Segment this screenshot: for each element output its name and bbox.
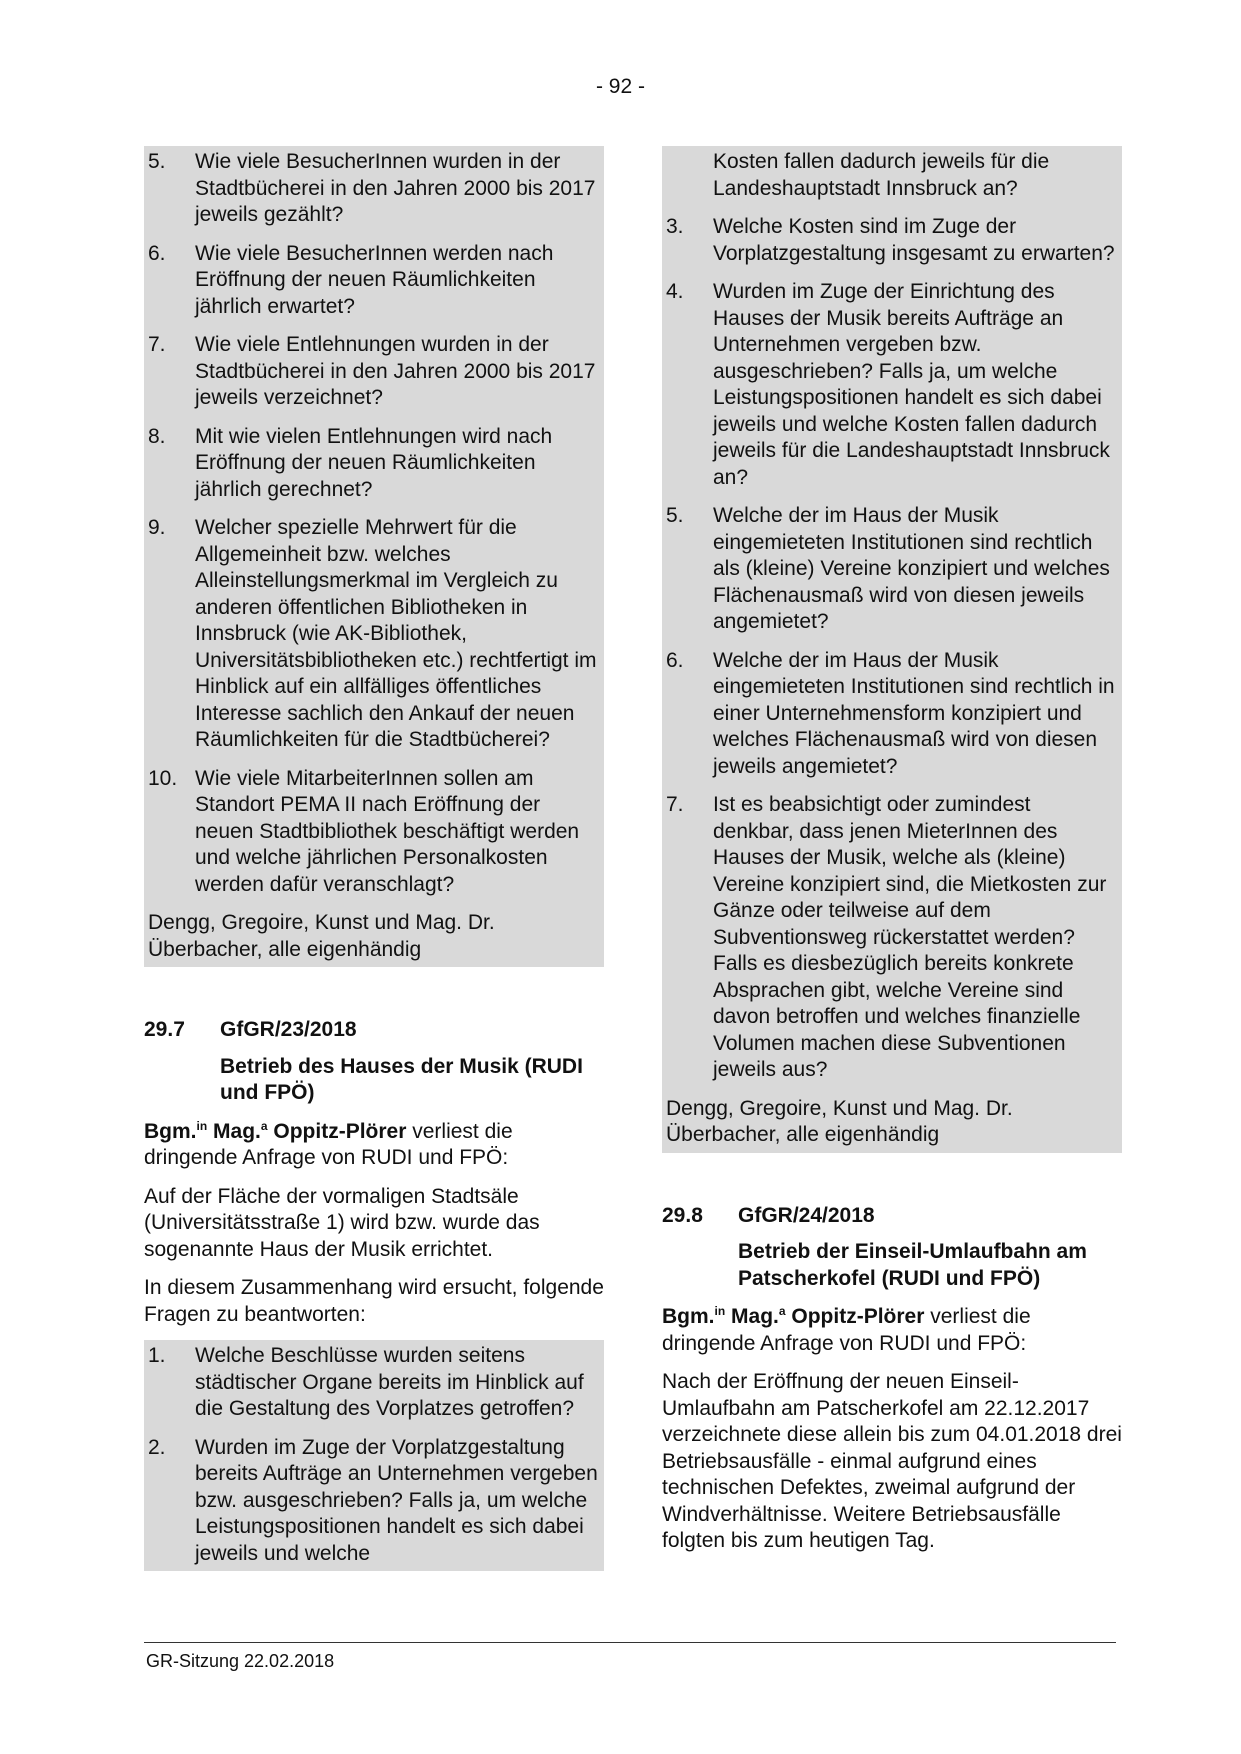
item-text: Wie viele BesucherInnen werden nach Eröffnung der neuen Räumlichkeiten jährlich erwartet? [195, 241, 554, 318]
left-column [144, 146, 604, 1571]
speaker-line [662, 1304, 1122, 1357]
question-list [148, 149, 598, 898]
question-list [666, 214, 1116, 1084]
right-column [662, 146, 1122, 1555]
item-text: Wie viele Entlehnungen wurden in der Stadtbücherei in den Jahren 2000 bis 2017 jeweils verzeichnet? [195, 333, 596, 409]
list-item [148, 1343, 598, 1423]
item-number: 5. [148, 150, 166, 173]
question-box-right [662, 146, 1122, 1153]
question-list [148, 1343, 598, 1567]
item-text: Wurden im Zuge der Einrichtung des Hauses der Musik bereits Aufträge an Unternehmen vergeben bzw. ausgeschrieben? Falls ja, um welche Leistungspositionen handelt es sich dabei jeweils und welche Kosten fallen dadurch jeweils für die Landeshauptstadt Innsbruck an? [713, 280, 1110, 489]
speaker-rest: verliest die dringende Anfrage von RUDI und FPÖ: [662, 1305, 1031, 1355]
paragraph: Nach der Eröffnung der neuen Einseil-Umlaufbahn am Patscherkofel am 22.12.2017 verzeichnete diese allein bis zum 04.01.2018 drei Betriebsausfälle - einmal aufgrund eines technischen Defektes, zweimal aufgrund der Windverhältnisse. Weitere Betriebsausfälle folgten bis zum heutigen Tag. [662, 1370, 1122, 1552]
section-heading [662, 1203, 1122, 1230]
item-number: 8. [148, 424, 166, 448]
speaker-sup: a [778, 1304, 786, 1318]
list-item [148, 241, 598, 321]
section-heading [144, 1017, 604, 1044]
speaker-prefix: Bgm. [662, 1305, 715, 1328]
speaker-title: Mag. [731, 1305, 779, 1328]
section-title: Betrieb der Einseil-Umlaufbahn am Patscherkofel (RUDI und FPÖ) [738, 1240, 1087, 1290]
speaker-sup: in [196, 1118, 208, 1133]
item-number: 9. [148, 516, 166, 539]
item-text: Wurden im Zuge der Vorplatzgestaltung bereits Aufträge an Unternehmen vergeben bzw. ausgeschrieben? Falls ja, um welche Leistungspositionen handelt es sich dabei jeweils und welche [195, 1435, 598, 1565]
list-item [666, 503, 1116, 636]
item-number: 6. [666, 648, 684, 672]
list-item [148, 149, 598, 229]
item-text: Ist es beabsichtigt oder zumindest denkbar, dass jenen MieterInnen des Hauses der Musik, welche als (kleine) Vereine konzipiert sind, die Mietkosten zur Gänze oder teilweise auf dem Subventionsweg rückerstattet werden? Falls es diesbezüglich bereits konkrete Absprachen gibt, welche Vereine sind davon betroffen und welches finanzielle Volumen machen diese Subventionen jeweils aus? [713, 793, 1107, 1081]
list-item [148, 1435, 598, 1568]
page-number: - 92 - [595, 75, 645, 98]
item-number: 6. [148, 241, 166, 265]
signature: Dengg, Gregoire, Kunst und Mag. Dr. Überbacher, alle eigenhändig [666, 1096, 1013, 1146]
signature: Dengg, Gregoire, Kunst und Mag. Dr. Überbacher, alle eigenhändig [148, 911, 495, 961]
list-item [666, 279, 1116, 491]
item-number: 4. [666, 280, 684, 303]
section-number: 29.7 [144, 1018, 185, 1041]
item-text: Welche Kosten sind im Zuge der Vorplatzgestaltung insgesamt zu erwarten? [713, 215, 1115, 265]
speaker-sup: a [260, 1118, 268, 1133]
item-number: 10. [148, 766, 178, 790]
question-box-bottom [144, 1340, 604, 1571]
footer: GR-Sitzung 22.02.2018 [146, 1651, 335, 1671]
item-text: Welcher spezielle Mehrwert für die Allgemeinheit bzw. welches Alleinstellungsmerkmal im Vergleich zu anderen öffentlichen Bibliotheken in Innsbruck (wie AK-Bibliothek, Universitätsbibliotheken etc.) rechtfertigt im Hinblick auf ein allfälliges öffentliches Interesse sachlich den Ankauf der neuen Räumlichkeiten für die Stadtbücherei? [195, 516, 597, 751]
item-text: Mit wie vielen Entlehnungen wird nach Eröffnung der neuen Räumlichkeiten jährlich gerechnet? [195, 424, 553, 501]
item-text: Welche der im Haus der Musik eingemieteten Institutionen sind rechtlich in einer Unternehmensform konzipiert und welches Flächenausmaß wird von diesen jeweils angemietet? [713, 648, 1115, 778]
item-text: Wie viele MitarbeiterInnen sollen am Standort PEMA II nach Eröffnung der neuen Stadtbibliothek beschäftigt werden und welche jährlichen Personalkosten werden dafür veranschlagt? [195, 766, 580, 896]
item-text: Wie viele BesucherInnen wurden in der Stadtbücherei in den Jahren 2000 bis 2017 jeweils gezählt? [195, 150, 596, 226]
list-item [148, 766, 598, 899]
speaker-sup: in [714, 1304, 726, 1318]
item-number: 1. [148, 1344, 166, 1367]
list-item [148, 515, 598, 754]
speaker-title: Mag. [213, 1119, 261, 1143]
item-number: 7. [666, 793, 684, 816]
section-title: Betrieb des Hauses der Musik (RUDI und FPÖ) [220, 1054, 583, 1104]
paragraph: In diesem Zusammenhang wird ersucht, folgende Fragen zu beantworten: [144, 1276, 604, 1326]
question-box-top [144, 146, 604, 967]
item-number: 3. [666, 215, 684, 238]
section-number: 29.8 [662, 1203, 703, 1227]
list-item [148, 424, 598, 504]
section-code: GfGR/24/2018 [738, 1203, 875, 1227]
continuation-text: Kosten fallen dadurch jeweils für die Landeshauptstadt Innsbruck an? [713, 150, 1050, 200]
speaker-rest: verliest die dringende Anfrage von RUDI und FPÖ: [144, 1119, 513, 1169]
item-number: 5. [666, 504, 684, 527]
paragraph: Auf der Fläche der vormaligen Stadtsäle (Universitätsstraße 1) wird bzw. wurde das sogenannte Haus der Musik errichtet. [144, 1184, 540, 1261]
item-number: 2. [148, 1435, 166, 1459]
footer-divider [144, 1642, 1116, 1643]
list-item [666, 792, 1116, 1084]
speaker-prefix: Bgm. [144, 1119, 197, 1143]
speaker-name: Oppitz-Plörer [273, 1119, 407, 1143]
list-item [666, 648, 1116, 781]
section-code: GfGR/23/2018 [220, 1018, 357, 1041]
list-item [148, 332, 598, 412]
item-number: 7. [148, 333, 166, 356]
list-item [666, 214, 1116, 267]
speaker-name: Oppitz-Plörer [791, 1305, 925, 1328]
item-text: Welche der im Haus der Musik eingemieteten Institutionen sind rechtlich als (kleine) Vereine konzipiert und welches Flächenausmaß wird von diesen jeweils angemietet? [713, 504, 1110, 633]
speaker-line [144, 1119, 604, 1172]
item-text: Welche Beschlüsse wurden seitens städtischer Organe bereits im Hinblick auf die Gestaltung des Vorplatzes getroffen? [195, 1344, 584, 1420]
